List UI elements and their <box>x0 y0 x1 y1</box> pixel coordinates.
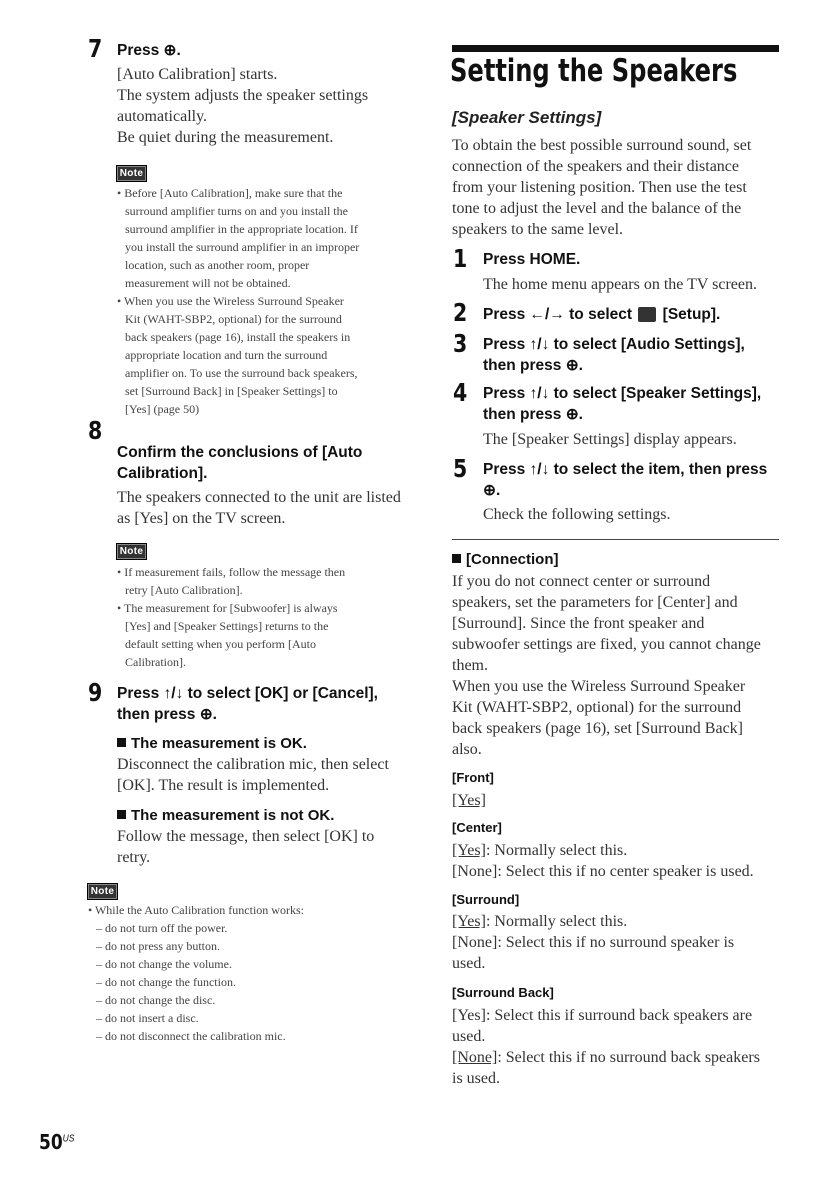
surround-heading: [Surround] <box>452 892 520 907</box>
text-line: speakers to the same level. <box>452 221 624 238</box>
text-line: is used. <box>452 1070 500 1087</box>
title-text: [Setup]. <box>662 306 721 323</box>
page-number-suffix: US <box>62 1133 75 1145</box>
step-3-title <box>483 334 745 376</box>
subhead-text: The measurement is OK. <box>131 735 307 752</box>
note-line: you install the surround amplifier in an improper <box>125 240 360 254</box>
square-bullet-icon <box>452 554 461 563</box>
title-line: Press ↑/↓ to select the item, then press <box>483 461 768 478</box>
surround-back-options <box>452 1005 760 1089</box>
note-line: – do not press any button. <box>96 939 220 953</box>
connection-body <box>452 571 761 760</box>
text-line: them. <box>452 657 488 674</box>
default-option: [Yes] <box>452 842 486 859</box>
note-badge: Note <box>116 543 147 560</box>
note-line: appropriate location and turn the surround <box>125 348 328 362</box>
note-line: Calibration]. <box>125 655 186 669</box>
note-line: – do not change the function. <box>96 975 236 989</box>
text-line: [OK]. The result is implemented. <box>117 777 330 794</box>
title-line: then press ⊕. <box>117 706 217 723</box>
ok-subhead <box>117 734 307 754</box>
text-line: Kit (WAHT-SBP2, optional) for the surround <box>452 699 742 716</box>
intro-text <box>452 135 751 240</box>
option-text: : Normally select this. <box>485 842 628 859</box>
text-line: used. <box>452 1028 486 1045</box>
note-line: default setting when you perform [Auto <box>125 637 316 651</box>
surround-back-heading: [Surround Back] <box>452 985 554 1000</box>
note-line: location, such as another room, proper <box>125 258 310 272</box>
step-7-title: Press ⊕. <box>117 42 181 59</box>
step-8-number: 8 <box>88 416 103 445</box>
center-options <box>452 840 754 882</box>
step-5-number: 5 <box>453 454 468 483</box>
surround-none-line: [None]: Select this if no surround speaker is <box>452 934 735 951</box>
section-subtitle: [Speaker Settings] <box>452 108 602 127</box>
step-4-number: 4 <box>453 378 468 407</box>
note-line: – do not disconnect the calibration mic. <box>96 1029 286 1043</box>
surround-back-none-line <box>452 1047 760 1068</box>
note-line: • If measurement fails, follow the message then <box>117 565 346 579</box>
text-line: When you use the Wireless Surround Speaker <box>452 678 746 695</box>
front-heading: [Front] <box>452 770 494 785</box>
step-7-number: 7 <box>88 34 103 63</box>
text-line: also. <box>452 741 482 758</box>
square-bullet-icon <box>117 738 126 747</box>
text-line: Be quiet during the measurement. <box>117 129 334 146</box>
note-line: surround amplifier in the appropriate location. If <box>125 222 358 236</box>
toolbox-setup-icon <box>638 307 656 322</box>
note-line: measurement will not be obtained. <box>125 276 291 290</box>
title-line: then press ⊕. <box>483 357 583 374</box>
text-line: from your listening position. Then use the test <box>452 179 747 196</box>
text-line: The speakers connected to the unit are listed <box>117 489 401 506</box>
text-line: [Yes]: Select this if surround back speakers are <box>452 1007 753 1024</box>
option-text: : Select this if no surround back speakers <box>497 1049 760 1066</box>
title-line: Press ↑/↓ to select [Audio Settings], <box>483 336 745 353</box>
note-line: [Yes] and [Speaker Settings] returns to the <box>125 619 329 633</box>
step-1-number: 1 <box>453 244 468 273</box>
step-8-body <box>117 487 401 529</box>
note-1-text <box>117 184 359 418</box>
subhead-text: The measurement is not OK. <box>131 807 335 824</box>
text-line: [Surround]. Since the front speaker and <box>452 615 705 632</box>
center-heading: [Center] <box>452 820 502 835</box>
note-line: retry [Auto Calibration]. <box>125 583 243 597</box>
ok-body <box>117 754 389 796</box>
note-line: set [Surround Back] in [Speaker Settings] to <box>125 384 338 398</box>
text-line: back speakers (page 16), set [Surround Back] <box>452 720 744 737</box>
center-none-line: [None]: Select this if no center speaker is used. <box>452 863 754 880</box>
title-line: Calibration]. <box>117 465 208 482</box>
text-line: speakers, set the parameters for [Center] and <box>452 594 738 611</box>
section-divider <box>452 539 779 540</box>
note-2-text <box>117 563 345 671</box>
text-line: retry. <box>117 849 151 866</box>
step-3-number: 3 <box>453 329 468 358</box>
option-text: : Normally select this. <box>485 913 628 930</box>
note-line: • When you use the Wireless Surround Speaker <box>117 294 344 308</box>
step-4-body: The [Speaker Settings] display appears. <box>483 431 737 448</box>
note-badge: Note <box>87 883 118 900</box>
note-line: back speakers (page 16), install the speakers in <box>125 330 351 344</box>
text-line: subwoofer settings are fixed, you cannot change <box>452 636 761 653</box>
note-badge: Note <box>116 165 147 182</box>
title-line: Press ↑/↓ to select [OK] or [Cancel], <box>117 685 378 702</box>
text-line: connection of the speakers and their distance <box>452 158 739 175</box>
step-2-title <box>483 304 720 325</box>
center-yes-line <box>452 840 754 861</box>
text-line: tone to adjust the level and the balance of the <box>452 200 742 217</box>
note-line: • The measurement for [Subwoofer] is always <box>117 601 338 615</box>
text-line: To obtain the best possible surround sound, set <box>452 137 752 154</box>
text-line: [Auto Calibration] starts. <box>117 66 278 83</box>
page-number-value: 50 <box>39 1130 63 1154</box>
text-line: If you do not connect center or surround <box>452 573 711 590</box>
text-line: automatically. <box>117 108 208 125</box>
title-line: Confirm the conclusions of [Auto <box>117 444 363 461</box>
step-1-title: Press HOME. <box>483 251 581 268</box>
note-line: – do not turn off the power. <box>96 921 228 935</box>
step-9-number: 9 <box>88 678 103 707</box>
front-value: [Yes] <box>452 792 486 809</box>
surround-none-line: used. <box>452 955 486 972</box>
step-4-title <box>483 383 761 425</box>
step-9-title <box>117 683 378 725</box>
note-line: amplifier on. To use the surround back speakers, <box>125 366 358 380</box>
note-line: – do not insert a disc. <box>96 1011 199 1025</box>
step-8-title <box>117 442 362 484</box>
note-line: [Yes] (page 50) <box>125 402 200 416</box>
note-line: Kit (WAHT-SBP2, optional) for the surround <box>125 312 342 326</box>
default-option: [None] <box>452 1049 498 1066</box>
title-bar-rule <box>452 45 779 52</box>
note-line: – do not change the volume. <box>96 957 232 971</box>
title-text: Press ←/→ to select <box>483 306 633 323</box>
square-bullet-icon <box>117 810 126 819</box>
text-line: The system adjusts the speaker settings <box>117 87 369 104</box>
text-line: Disconnect the calibration mic, then select <box>117 756 389 773</box>
step-5-title <box>483 459 767 501</box>
title-line: ⊕. <box>483 482 501 499</box>
text-line: as [Yes] on the TV screen. <box>117 510 286 527</box>
step-7-body <box>117 64 368 148</box>
note-line: surround amplifier turns on and you install the <box>125 204 348 218</box>
text-line: Follow the message, then select [OK] to <box>117 828 375 845</box>
title-line: Press ↑/↓ to select [Speaker Settings], <box>483 385 762 402</box>
notok-subhead <box>117 806 334 826</box>
surround-options <box>452 911 734 974</box>
surround-yes-line <box>452 911 734 932</box>
step-2-number: 2 <box>453 298 468 327</box>
note-line: – do not change the disc. <box>96 993 216 1007</box>
step-1-body: The home menu appears on the TV screen. <box>483 276 757 293</box>
default-option: [Yes] <box>452 913 486 930</box>
connection-subhead <box>452 550 558 570</box>
note-line: • While the Auto Calibration function works: <box>88 903 304 917</box>
step-5-body: Check the following settings. <box>483 506 671 523</box>
note-line: • Before [Auto Calibration], make sure that the <box>117 186 343 200</box>
title-line: then press ⊕. <box>483 406 583 423</box>
subhead-text: [Connection] <box>466 551 559 568</box>
page-title: Setting the Speakers <box>450 53 738 89</box>
notok-body <box>117 826 374 868</box>
note-3-text <box>88 901 304 1045</box>
page-number <box>39 1130 74 1154</box>
